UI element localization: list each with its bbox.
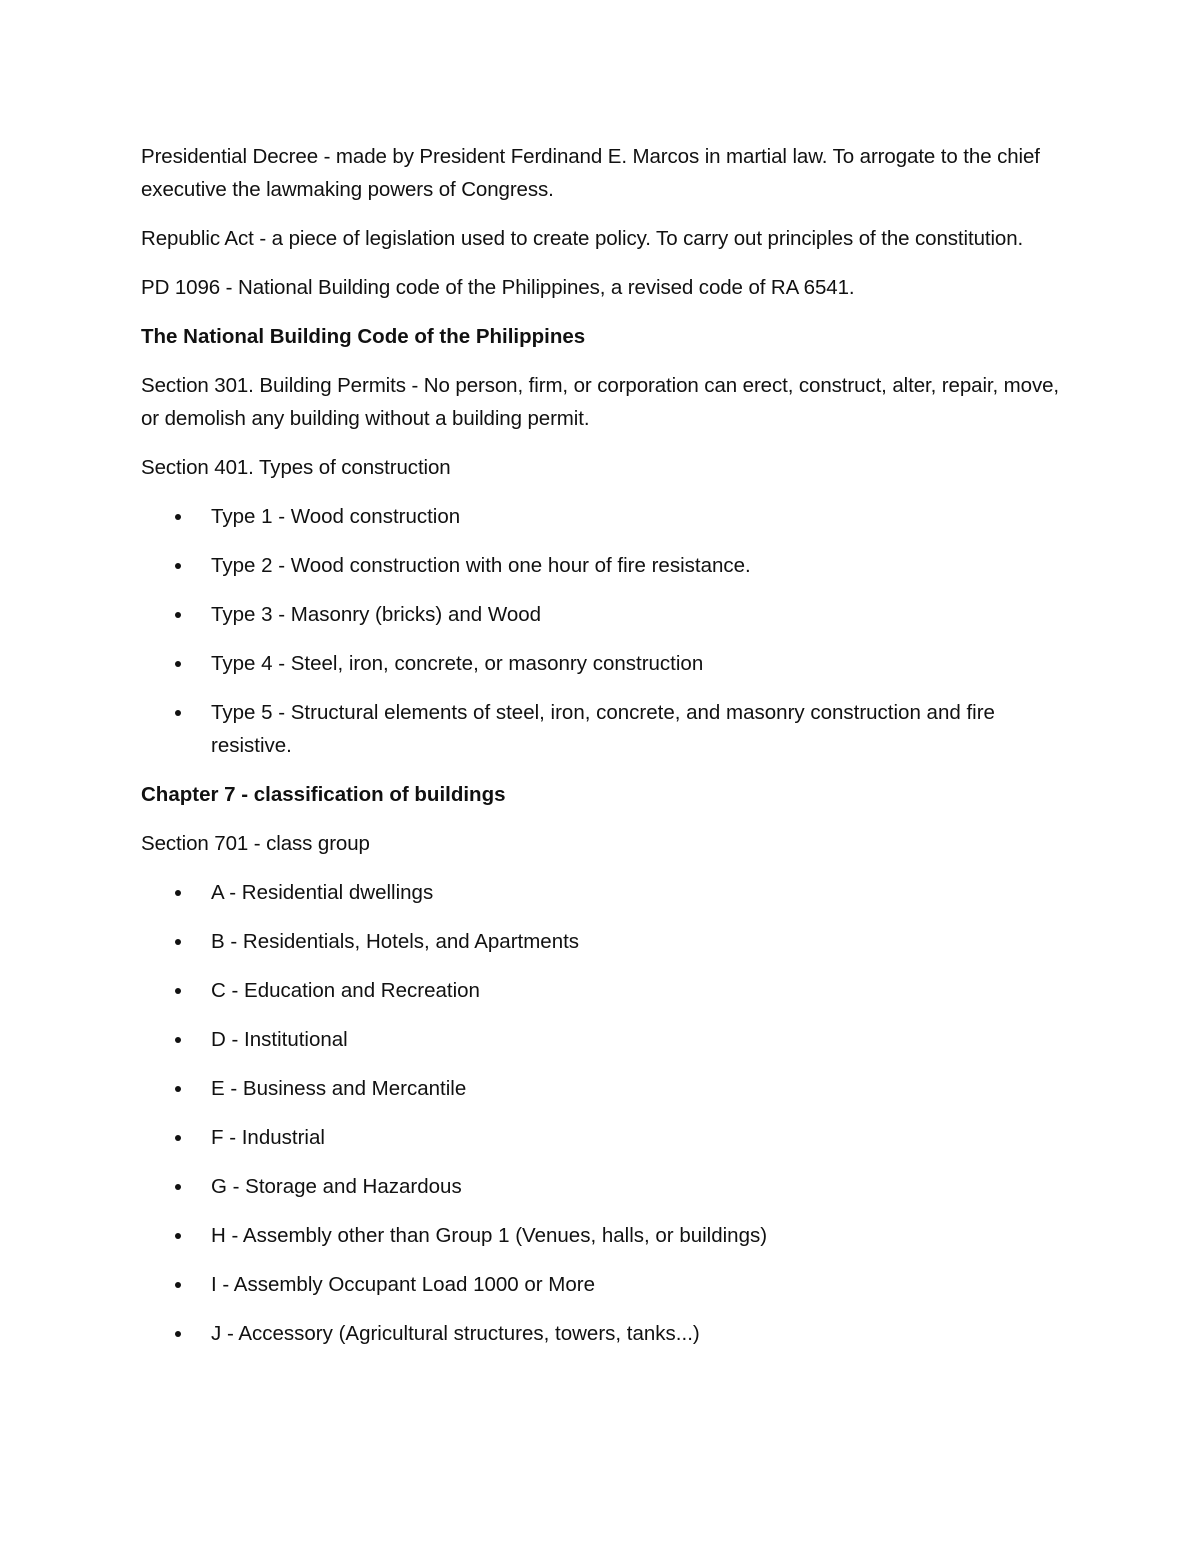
bullet-icon <box>175 612 181 618</box>
list-item <box>141 500 1061 533</box>
list-item-text: H - Assembly other than Group 1 (Venues, halls, or buildings) <box>211 1224 768 1247</box>
bullet-icon <box>175 514 181 520</box>
list-item-text: Type 1 - Wood construction <box>211 505 461 528</box>
bullet-icon <box>175 661 181 667</box>
list-item-text: F - Industrial <box>211 1126 325 1149</box>
section-401-paragraph: Section 401. Types of construction <box>141 456 451 479</box>
pd-1096-paragraph: PD 1096 - National Building code of the Philippines, a revised code of RA 6541. <box>141 276 855 299</box>
bullet-icon <box>175 1233 181 1239</box>
list-item-text: C - Education and Recreation <box>211 979 480 1002</box>
bullet-icon <box>175 890 181 896</box>
section-301-paragraph: Section 301. Building Permits - No person, firm, or corporation can erect, construct, alter, repair, move, or demolish any building without a building permit. <box>141 374 1060 430</box>
list-item-text: E - Business and Mercantile <box>211 1077 467 1100</box>
construction-types-list <box>141 500 1061 762</box>
list-item <box>141 598 1061 631</box>
list-item <box>141 876 1061 909</box>
bullet-icon <box>175 1037 181 1043</box>
section-701-paragraph: Section 701 - class group <box>141 832 370 855</box>
list-item <box>141 1317 1061 1350</box>
bullet-icon <box>175 1282 181 1288</box>
list-item <box>141 1219 1061 1252</box>
bullet-icon <box>175 710 181 716</box>
list-item-text: J - Accessory (Agricultural structures, towers, tanks...) <box>211 1322 700 1345</box>
list-item <box>141 1072 1061 1105</box>
list-item <box>141 925 1061 958</box>
list-item-text: B - Residentials, Hotels, and Apartments <box>211 930 580 953</box>
bullet-icon <box>175 1184 181 1190</box>
class-groups-list <box>141 876 1061 1350</box>
list-item <box>141 696 1061 762</box>
list-item-text: Type 5 - Structural elements of steel, iron, concrete, and masonry construction and fire resistive. <box>211 701 995 757</box>
list-item <box>141 974 1061 1007</box>
list-item-text: Type 4 - Steel, iron, concrete, or masonry construction <box>211 652 704 675</box>
list-item-text: G - Storage and Hazardous <box>211 1175 462 1198</box>
bullet-icon <box>175 1135 181 1141</box>
document-page <box>141 140 1061 1366</box>
republic-act-paragraph: Republic Act - a piece of legislation used to create policy. To carry out principles of the constitution. <box>141 227 1024 250</box>
presidential-decree-paragraph: Presidential Decree - made by President Ferdinand E. Marcos in martial law. To arrogate to the chief executive the lawmaking powers of Congress. <box>141 145 1040 201</box>
list-item-text: Type 2 - Wood construction with one hour of fire resistance. <box>211 554 751 577</box>
chapter-7-heading: Chapter 7 - classification of buildings <box>141 783 506 806</box>
bullet-icon <box>175 563 181 569</box>
list-item <box>141 1121 1061 1154</box>
list-item <box>141 1023 1061 1056</box>
bullet-icon <box>175 939 181 945</box>
list-item <box>141 647 1061 680</box>
list-item-text: A - Residential dwellings <box>211 881 434 904</box>
list-item <box>141 1268 1061 1301</box>
building-code-heading: The National Building Code of the Philippines <box>141 325 586 348</box>
list-item-text: I - Assembly Occupant Load 1000 or More <box>211 1273 596 1296</box>
bullet-icon <box>175 1086 181 1092</box>
bullet-icon <box>175 1331 181 1337</box>
list-item <box>141 1170 1061 1203</box>
bullet-icon <box>175 988 181 994</box>
list-item-text: Type 3 - Masonry (bricks) and Wood <box>211 603 542 626</box>
list-item <box>141 549 1061 582</box>
list-item-text: D - Institutional <box>211 1028 348 1051</box>
